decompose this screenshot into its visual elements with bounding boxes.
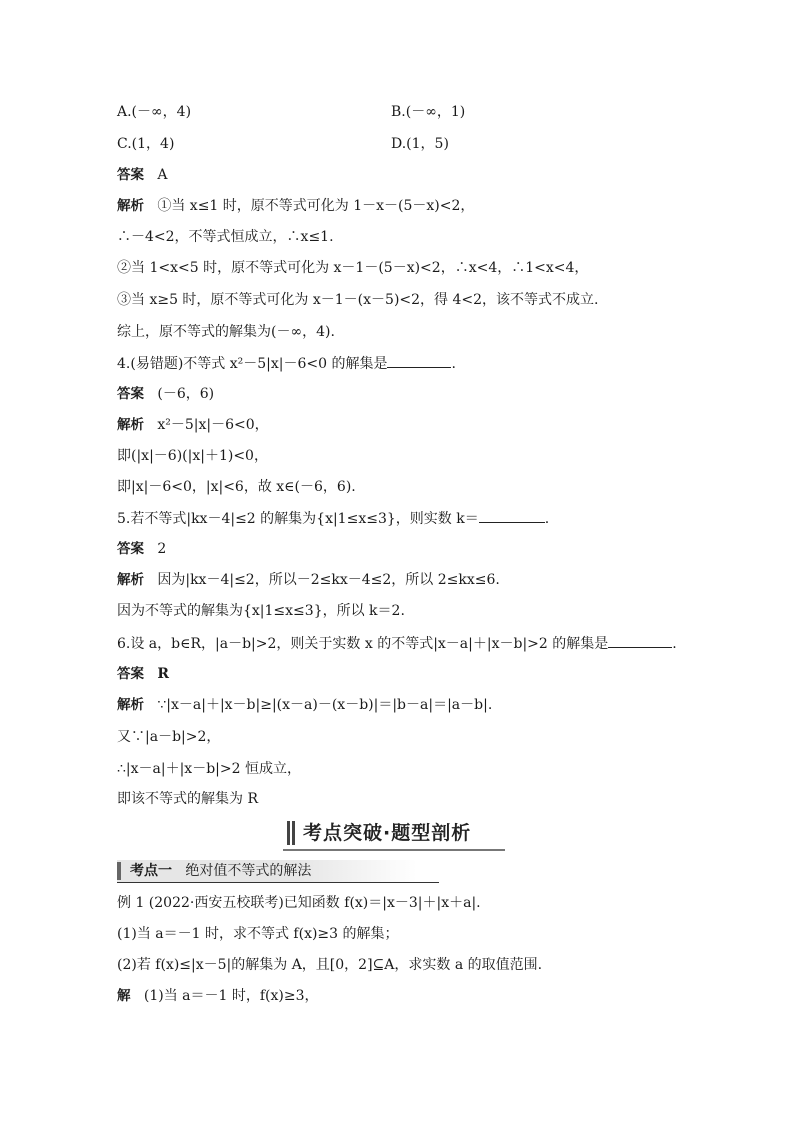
q6-answer-line xyxy=(117,664,169,684)
analysis-label: 解析 xyxy=(117,697,144,713)
banner-title: 考点突破·题型剖析 xyxy=(303,822,472,844)
q3-line-4: ③当 x≥5 时，原不等式可化为 x－1－(x－5)<2，得 4<2，该不等式不成立. xyxy=(117,292,599,308)
q5-line-2: 因为不等式的解集为{x|1≤x≤3}，所以 k＝2. xyxy=(117,603,405,619)
option-d: D.(1，5) xyxy=(391,136,449,152)
q3-line-2: ∴－4<2，不等式恒成立，∴x≤1. xyxy=(117,229,334,245)
q6-answer: R xyxy=(157,666,169,682)
analysis-label: 解析 xyxy=(117,572,144,588)
q5-stem: 5.若不等式|kx－4|≤2 的解集为{x|1≤x≤3}，则实数 k＝ xyxy=(117,511,479,527)
q4-stem: 4.(易错题)不等式 x²－5|x|－6<0 的解集是 xyxy=(117,356,388,372)
q4-analysis-1: x²－5|x|－6<0， xyxy=(157,417,269,433)
q4-line-2: 即(|x|－6)(|x|＋1)<0， xyxy=(117,448,268,464)
example1-part2: (2)若 f(x)≤|x－5|的解集为 A，且[0，2]⊆A，求实数 a 的取值范围. xyxy=(117,957,543,973)
example1-solution-line xyxy=(117,986,318,1006)
q6-analysis-1: ∵|x－a|＋|x－b|≥|(x－a)－(x－b)|＝|b－a|＝|a－b|. xyxy=(157,697,493,713)
q3-line-5: 综上，原不等式的解集为(－∞，4). xyxy=(117,324,335,340)
section-marker-icon xyxy=(117,862,121,880)
q5-blank xyxy=(479,508,545,523)
analysis-label: 解析 xyxy=(117,417,144,433)
banner-bars-icon xyxy=(287,821,297,845)
q4-blank xyxy=(387,353,451,368)
q6-line-2: 又∵|a－b|>2， xyxy=(117,729,221,745)
q5-analysis-line xyxy=(117,570,500,590)
option-b: B.(－∞，1) xyxy=(391,104,466,120)
q6-blank xyxy=(608,633,672,648)
section-title: 绝对值不等式的解法 xyxy=(185,863,312,879)
example1-part1: (1)当 a＝－1 时，求不等式 f(x)≥3 的解集； xyxy=(117,926,399,942)
q4-line-3: 即|x|－6<0，|x|<6，故 x∈(－6，6). xyxy=(117,479,356,495)
q5-answer: 2 xyxy=(157,541,167,557)
q6-line-4: 即该不等式的解集为 R xyxy=(117,791,258,807)
q3-analysis-1: ①当 x≤1 时，原不等式可化为 1－x－(5－x)<2， xyxy=(157,198,475,214)
q4-answer-line xyxy=(117,384,214,404)
option-c: C.(1，4) xyxy=(117,136,175,152)
q3-answer: A xyxy=(157,167,168,183)
q3-answer-line xyxy=(117,165,167,185)
section-banner xyxy=(283,818,505,851)
q4-answer: (－6，6) xyxy=(157,386,215,402)
q6-analysis-line xyxy=(117,695,492,715)
example1-stem: 例 1 (2022·西安五校联考)已知函数 f(x)＝|x－3|＋|x＋a|. xyxy=(117,895,481,911)
q5-analysis-1: 因为|kx－4|≤2，所以－2≤kx－4≤2，所以 2≤kx≤6. xyxy=(157,572,500,588)
q4-stem-line: 4.(易错题)不等式 x²－5|x|－6<0 的解集是 . xyxy=(117,353,456,374)
q6-line-3: ∴|x－a|＋|x－b|>2 恒成立， xyxy=(117,761,301,777)
section-heading xyxy=(117,860,439,883)
section-tag: 考点一 xyxy=(130,863,172,879)
q3-line-3: ②当 1<x<5 时，原不等式可化为 x－1－(5－x)<2，∴x<4，∴1<x<4， xyxy=(117,260,589,276)
solution-label: 解 xyxy=(117,988,131,1004)
q5-stem-line: 5.若不等式|kx－4|≤2 的解集为{x|1≤x≤3}，则实数 k＝ . xyxy=(117,508,549,529)
q3-analysis-line xyxy=(117,196,474,216)
answer-label: 答案 xyxy=(117,666,144,682)
q6-stem-line: 6.设 a，b∈R，|a－b|>2，则关于实数 x 的不等式|x－a|＋|x－b|>2 的解集是 . xyxy=(117,633,677,654)
analysis-label: 解析 xyxy=(117,198,144,214)
answer-label: 答案 xyxy=(117,386,144,402)
answer-label: 答案 xyxy=(117,541,144,557)
q4-analysis-line xyxy=(117,415,269,435)
example1-solution-1: (1)当 a＝－1 时，f(x)≥3， xyxy=(143,988,319,1004)
option-a: A.(－∞，4) xyxy=(117,104,192,120)
q5-answer-line xyxy=(117,539,166,559)
q6-stem: 6.设 a，b∈R，|a－b|>2，则关于实数 x 的不等式|x－a|＋|x－b|>2 的解集是 xyxy=(117,636,609,652)
answer-label: 答案 xyxy=(117,167,144,183)
